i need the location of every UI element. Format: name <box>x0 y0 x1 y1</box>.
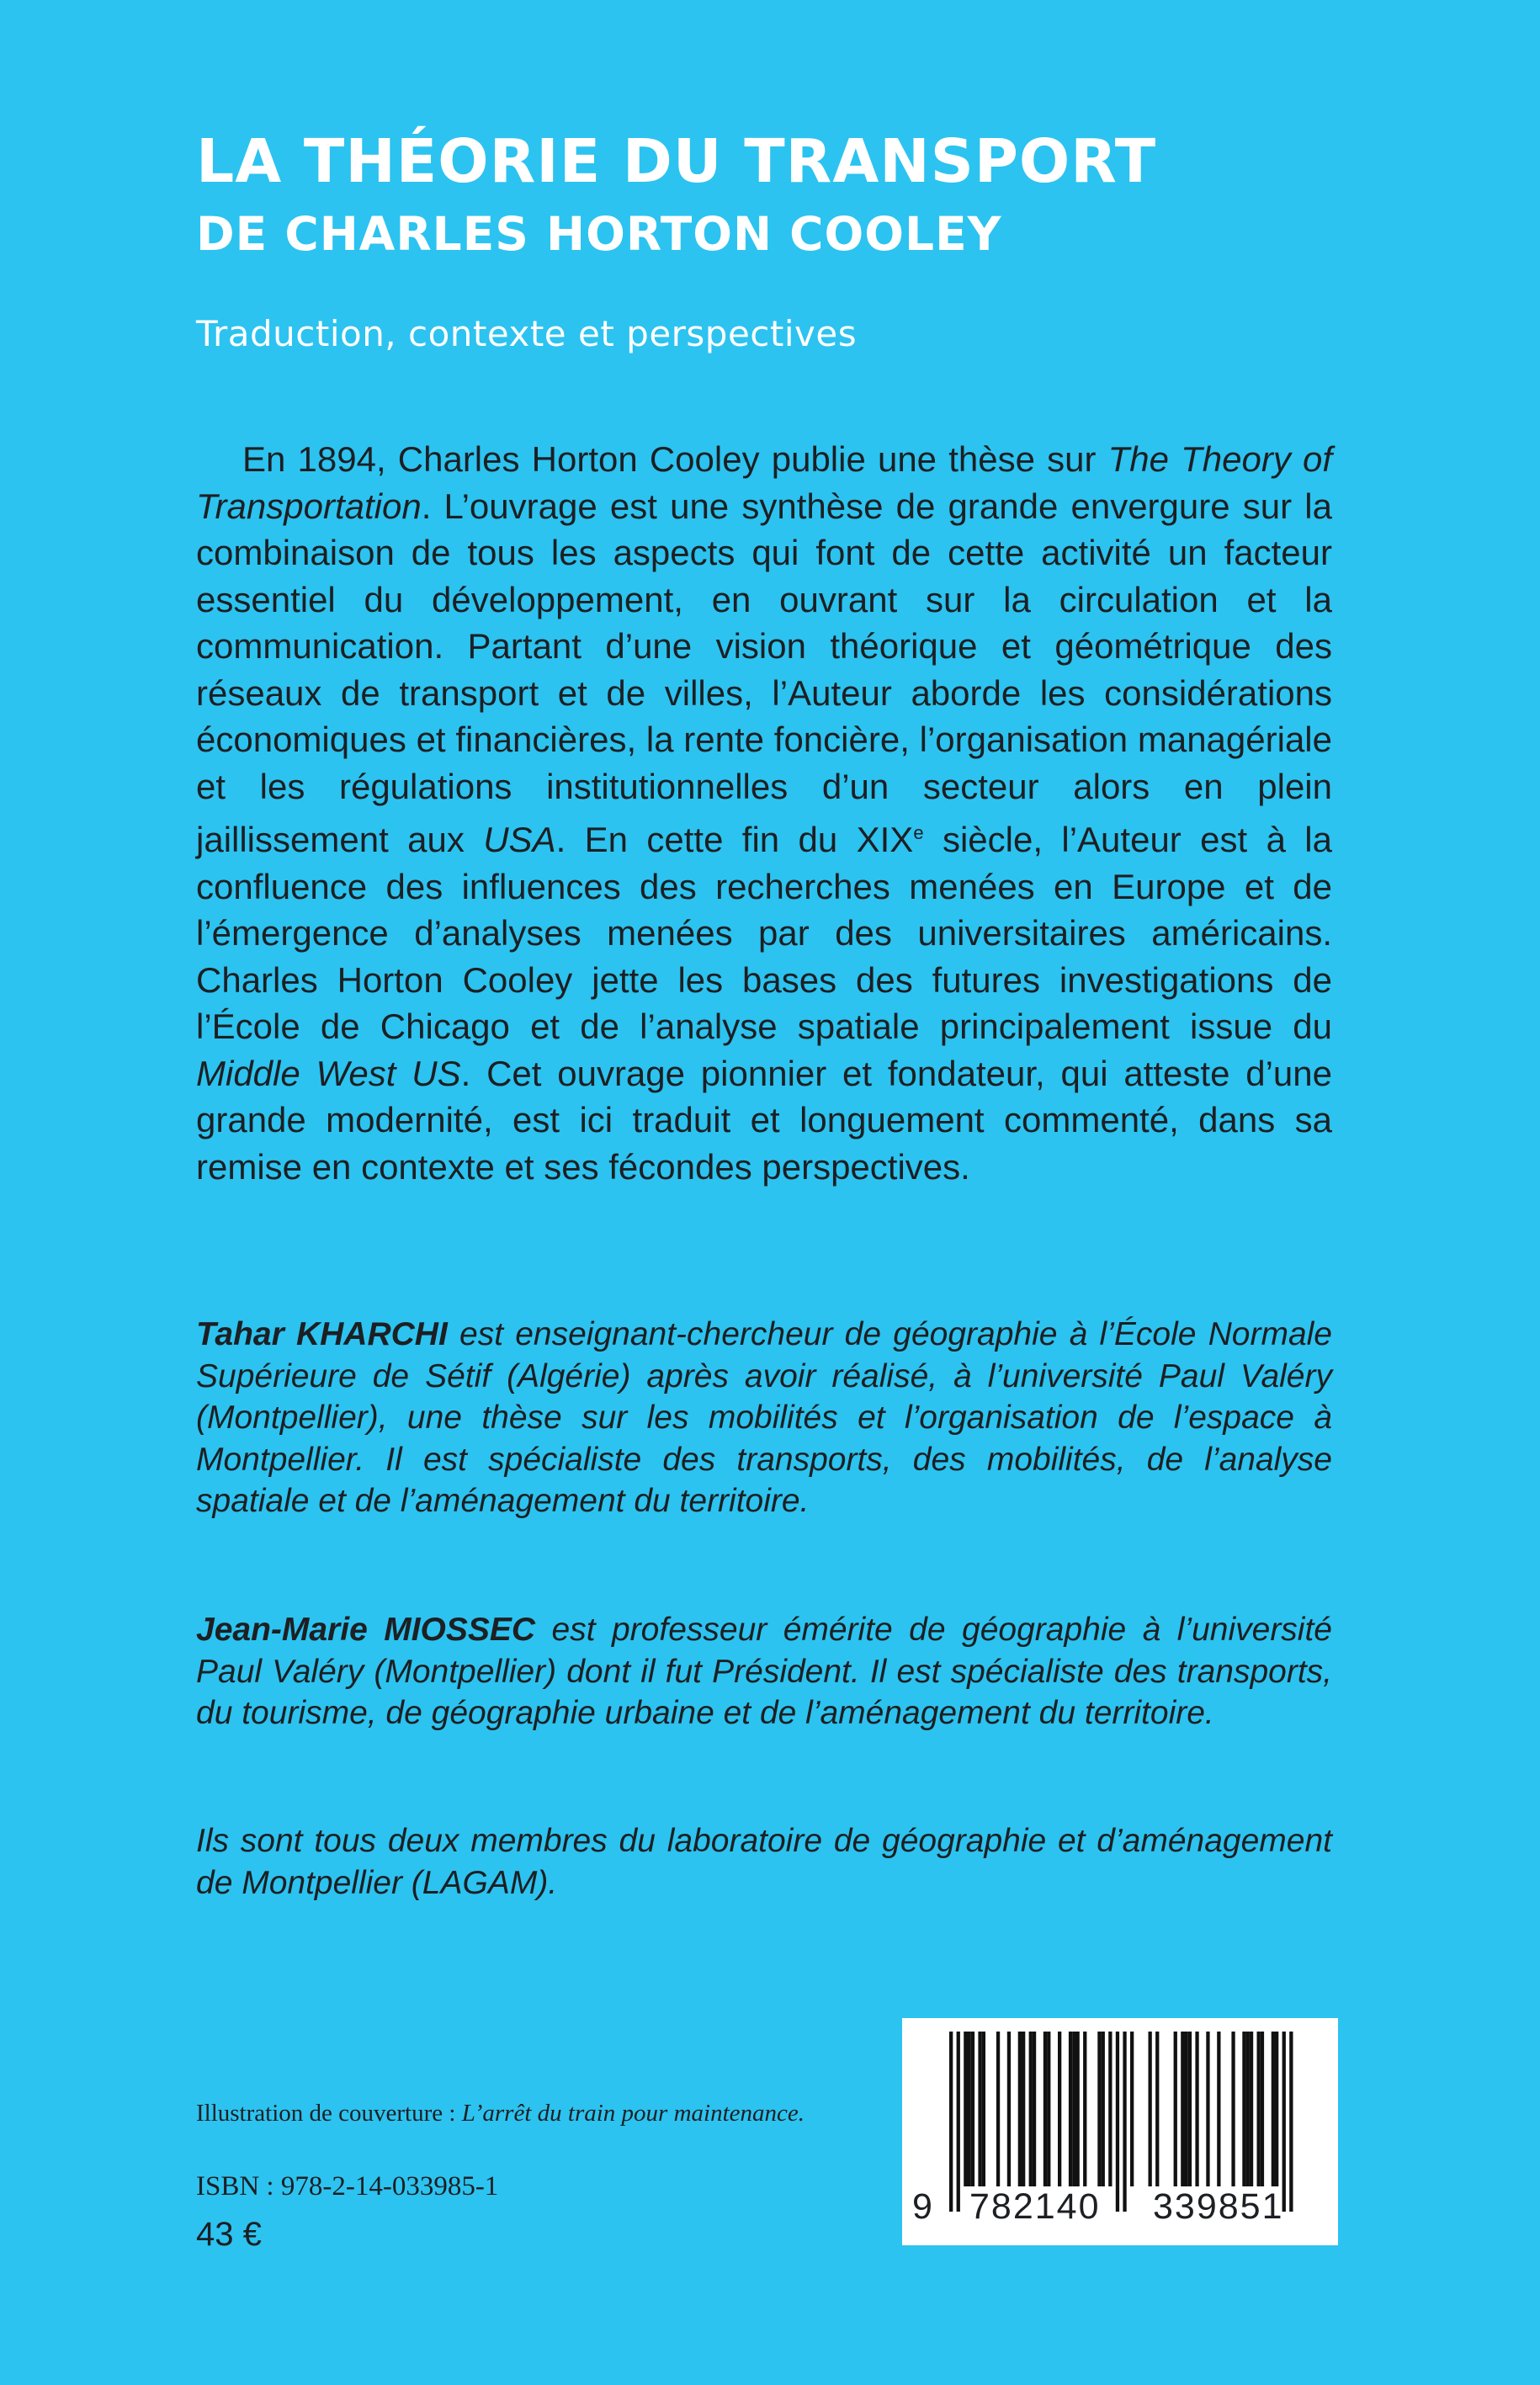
barcode-first-digit: 9 <box>912 2186 934 2227</box>
barcode-digits <box>902 2186 1338 2230</box>
barcode-bar <box>1033 2032 1036 2186</box>
barcode-bar <box>1257 2032 1261 2186</box>
barcode <box>902 2018 1338 2245</box>
blurb-text: . L’ouvrage est une synthèse de grande envergure sur la combinaison de tous les aspects qui font de cette activité un facteur essentiel du développement, en ouvrant sur la circulation et la communication. Partant d’une vision théorique et géométrique des réseaux de transport et de villes, l’Auteur aborde les considérations économiques et financières, la rente foncière, l’organisation managériale et les régulations institutionnelles d’un secteur alors en plein jaillissement aux <box>196 486 1332 859</box>
barcode-bar <box>996 2032 1000 2186</box>
barcode-bar <box>1018 2032 1022 2186</box>
barcode-bar <box>1083 2032 1086 2186</box>
barcode-bar <box>1058 2032 1061 2186</box>
author-name: Tahar KHARCHI <box>196 1316 448 1352</box>
back-cover-blurb <box>196 436 1332 1190</box>
illustration-label: Illustration de couverture : <box>196 2100 462 2127</box>
barcode-bar <box>1181 2032 1184 2186</box>
barcode-bar <box>949 2032 953 2212</box>
book-tagline: Traduction, contexte et perspectives <box>196 313 858 354</box>
barcode-bar <box>1076 2032 1080 2186</box>
barcode-bar <box>1069 2032 1072 2186</box>
barcode-bar <box>1116 2032 1119 2212</box>
author-bio-text: est enseignant-chercheur de géographie à l’École Normale Supérieure de Sétif (Algérie) après avoir réalisé, à l’université Paul Valéry (Montpellier), une thèse sur les mobilités et l’organisation de l’espace à Montpellier. Il est spécialiste des transports, des mobilités, de l’analyse spatiale et de l’aménagement du territoire. <box>196 1316 1332 1519</box>
barcode-right-group: 339851 <box>1153 2186 1284 2227</box>
barcode-bar <box>1072 2032 1075 2186</box>
barcode-bar <box>1250 2032 1253 2186</box>
book-title: LA THÉORIE DU TRANSPORT <box>196 126 1157 196</box>
barcode-bar <box>1195 2032 1198 2186</box>
barcode-bar <box>964 2032 967 2186</box>
author-bio-kharchi <box>196 1314 1332 1522</box>
barcode-bar <box>1007 2032 1011 2186</box>
isbn: ISBN : 978-2-14-033985-1 <box>196 2171 499 2202</box>
barcode-bar <box>1217 2032 1220 2186</box>
barcode-bar <box>1029 2032 1033 2186</box>
barcode-bar <box>1206 2032 1209 2186</box>
blurb-usa: USA <box>483 820 556 859</box>
price: 43 € <box>196 2216 262 2253</box>
blurb-text: En 1894, Charles Horton Cooley publie une thèse sur <box>242 439 1108 479</box>
barcode-left-group: 782140 <box>969 2186 1101 2227</box>
barcode-bar <box>1246 2032 1250 2186</box>
barcode-bar <box>1022 2032 1025 2186</box>
author-bio-miossec <box>196 1609 1332 1734</box>
barcode-bar <box>1174 2032 1177 2186</box>
authors-closing-note: Ils sont tous deux membres du laboratoire de géographie et d’aménagement de Montpellier (LAGAM). <box>196 1823 1332 1901</box>
barcode-bar <box>968 2032 971 2186</box>
century-superscript: e <box>913 822 924 843</box>
barcode-bar <box>971 2032 974 2186</box>
barcode-bar <box>1188 2032 1192 2186</box>
barcode-bar <box>1155 2032 1159 2186</box>
blurb-middle-west: Middle West US <box>196 1053 461 1093</box>
barcode-bar <box>1261 2032 1264 2186</box>
barcode-bar <box>1185 2032 1188 2186</box>
blurb-text: siècle, l’Auteur est à la confluence des influences des recherches menées en Europe et de l’émergence d’analyses menées par des universitaires américains. Charles Horton Cooley jette les bases des futures investigations de l’École de Chicago et de l’analyse spatiale principalement issue du <box>196 820 1332 1046</box>
barcode-bar <box>1102 2032 1105 2186</box>
author-bio-text: est professeur émérite de géographie à l’université Paul Valéry (Montpellier) dont il fut Président. Il est spécialiste des transports, du tourisme, de géographie urbaine et de l’aménagement du territoire. <box>196 1612 1332 1731</box>
barcode-bar <box>1047 2032 1050 2186</box>
barcode-bar <box>957 2032 960 2212</box>
cover-illustration-credit <box>196 2100 805 2127</box>
illustration-title: L’arrêt du train pour maintenance. <box>461 2100 805 2127</box>
barcode-bar <box>1272 2032 1275 2186</box>
blurb-text: . En cette fin du XIX <box>555 820 914 859</box>
blurb-book-title: The Theory of Transportation <box>196 439 1332 526</box>
barcode-bar <box>1149 2032 1152 2186</box>
author-name: Jean-Marie MIOSSEC <box>196 1612 536 1648</box>
barcode-bar <box>1043 2032 1047 2186</box>
barcode-bar <box>1231 2032 1235 2186</box>
barcode-bar <box>1123 2032 1126 2212</box>
barcode-bar <box>1289 2032 1293 2212</box>
barcode-bar <box>1097 2032 1101 2186</box>
barcode-bar <box>982 2032 985 2186</box>
book-subtitle: DE CHARLES HORTON COOLEY <box>196 207 1002 261</box>
barcode-bar <box>1242 2032 1245 2186</box>
blurb-text: . Cet ouvrage pionnier et fondateur, qui atteste d’une grande modernité, est ici traduit et longuement commenté, dans sa remise en contexte et ses fécondes perspectives. <box>196 1053 1332 1187</box>
barcode-bar <box>978 2032 981 2186</box>
barcode-bar <box>1275 2032 1278 2186</box>
barcode-bar <box>1282 2032 1286 2212</box>
barcode-bar <box>1108 2032 1112 2186</box>
barcode-bar <box>1130 2032 1134 2186</box>
